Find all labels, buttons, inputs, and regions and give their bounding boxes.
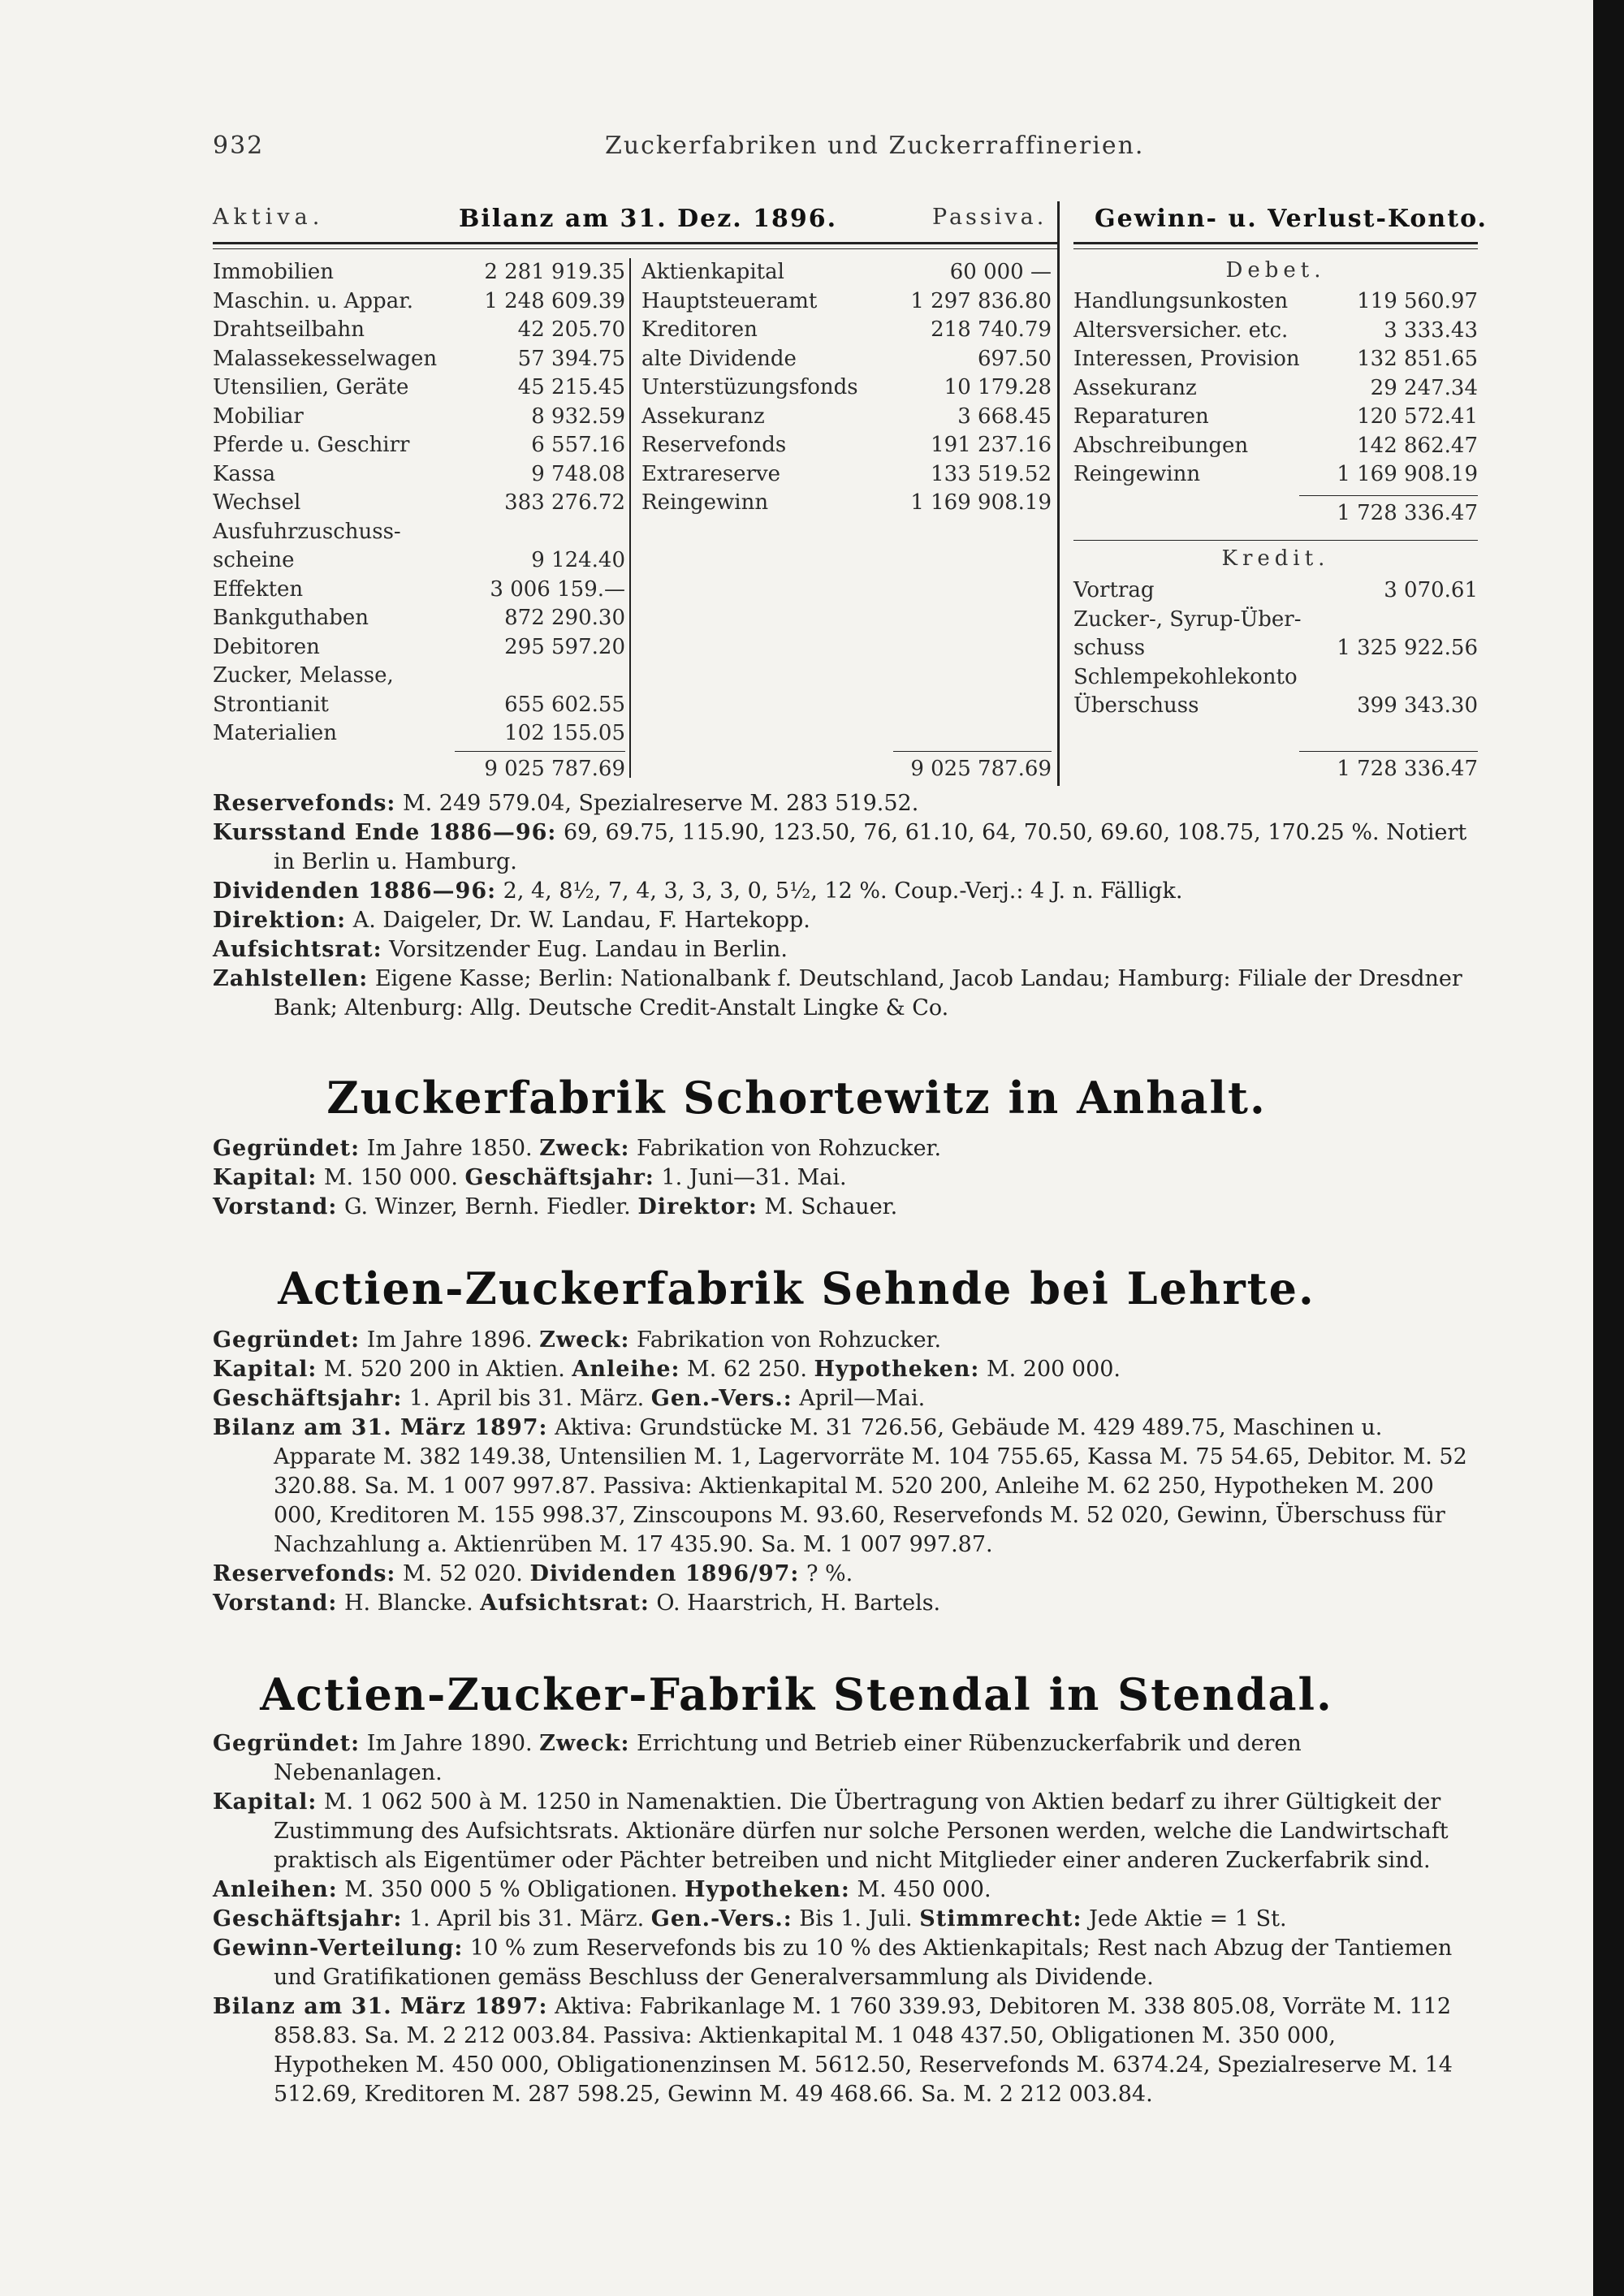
aktiva-row-label: Maschin. u. Appar. — [213, 288, 414, 313]
note-line-label: Direktion: — [213, 908, 347, 933]
entry-line: Reservefonds: M. 52 020. Dividenden 1896/97: ? %. — [213, 1561, 853, 1586]
aktiva-row-value: 295 597.20 — [504, 634, 625, 659]
passiva-row-label: alte Dividende — [641, 346, 797, 371]
aktiva-row-label: Mobiliar — [213, 404, 304, 429]
entry-line: Gewinn-Verteilung: 10 % zum Reservefonds bis zu 10 % des Aktienkapitals; Rest nach Abzug der Tantiemen und Gratifikationen gemäss Beschluss der Generalversammlung als Dividende. — [213, 1936, 1453, 1990]
running-title: Zuckerfabriken und Zuckerraffinerien. — [605, 132, 1145, 160]
note-line-label: Reservefonds: — [213, 791, 396, 816]
aktiva-row-label: scheine — [213, 548, 295, 572]
debet-row-value: 29 247.34 — [1370, 375, 1478, 400]
section-title-sehnde: Actien-Zuckerfabrik Sehnde bei Lehrte. — [278, 1262, 1315, 1314]
passiva-row-label: Reservefonds — [641, 433, 787, 457]
aktiva-row-label: Utensilien, Geräte — [213, 375, 409, 399]
entry-line: Vorstand: G. Winzer, Bernh. Fiedler. Direktor: M. Schauer. — [213, 1194, 898, 1219]
aktiva-row-label: Immobilien — [213, 260, 334, 284]
aktiva-row-value: 383 276.72 — [504, 490, 625, 515]
debet-row-label: Interessen, Provision — [1073, 347, 1300, 371]
passiva-row-value: 1 169 908.19 — [910, 490, 1052, 515]
passiva-row-value: 60 000 — — [949, 260, 1052, 284]
aktiva-row-label: Effekten — [213, 576, 304, 602]
passiva-row-label: Extrareserve — [641, 461, 781, 486]
note-line — [213, 906, 1475, 935]
note-line-label: Aufsichtsrat: — [213, 937, 382, 962]
balance-title: Bilanz am 31. Dez. 1896. — [459, 205, 838, 233]
entry-line: Vorstand: H. Blancke. Aufsichtsrat: O. Haarstrich, H. Bartels. — [213, 1590, 941, 1616]
aktiva-total: 9 025 787.69 — [484, 757, 625, 781]
passiva-sum-rule — [893, 751, 1052, 752]
aktiva-row-value: 655 602.55 — [504, 692, 625, 717]
passiva-row-label: Unterstüzungsfonds — [641, 375, 858, 399]
aktiva-passiva-divider — [629, 258, 631, 778]
aktiva-row-value: 8 932.59 — [531, 404, 625, 429]
passiva-row-value: 133 519.52 — [931, 461, 1052, 486]
debet-row-value: 119 560.97 — [1357, 289, 1478, 313]
passiva-row-value: 697.50 — [978, 346, 1052, 371]
entry-line: Anleihen: M. 350 000 5 % Obligationen. Hypotheken: M. 450 000. — [213, 1877, 991, 1902]
kredit-label: Kredit. — [1221, 546, 1330, 571]
page-number: 932 — [213, 132, 265, 160]
aktiva-row-label: Bankguthaben — [213, 606, 369, 630]
aktiva-sum-rule — [455, 751, 625, 752]
section-body-sehnde — [213, 1326, 1475, 1618]
debet-row-label: Handlungsunkosten — [1073, 289, 1289, 313]
aktiva-row-value: 3 006 159.— — [490, 576, 625, 602]
section-body-schortewitz — [213, 1134, 1475, 1222]
aktiva-row-value: 1 248 609.39 — [484, 288, 625, 313]
aktiva-row-label: Kassa — [213, 461, 276, 486]
note-line — [213, 877, 1475, 906]
note-line — [213, 789, 1475, 818]
passiva-row-label: Hauptsteueramt — [641, 288, 818, 313]
kredit-sum-rule — [1299, 751, 1478, 752]
note-line-label: Zahlstellen: — [213, 966, 369, 991]
section-body-stendal — [213, 1729, 1475, 2109]
note-line-text: 2, 4, 8½, 7, 4, 3, 3, 3, 0, 5½, 12 %. Coup.-Verj.: 4 J. n. Fälligk. — [496, 878, 1183, 904]
kredit-row-value: 399 343.30 — [1357, 693, 1478, 718]
debet-row-value: 120 572.41 — [1357, 404, 1478, 429]
balance-top-rule — [213, 242, 1057, 244]
kredit-row-label: Überschuss — [1073, 693, 1199, 718]
passiva-row-value: 10 179.28 — [944, 375, 1052, 399]
entry-line: Kapital: M. 1 062 500 à M. 1250 in Namenaktien. Die Übertragung von Aktien bedarf zu ihrer Gültigkeit der Zustimmung des Aufsichtsrats. Aktionäre dürfen nur solche Personen werden, welche die Landwirtschaft praktisch als Eigentümer oder Pächter betreiben und nicht Mitglieder einer anderen Zuckerfabrik sind. — [213, 1789, 1449, 1873]
passiva-row-value: 3 668.45 — [957, 404, 1052, 429]
kredit-row-label: Schlempekohlekonto — [1073, 664, 1298, 689]
note-line-label: Kursstand Ende 1886—96: — [213, 820, 557, 845]
debet-sum-rule — [1299, 495, 1478, 496]
aktiva-row-label: Strontianit — [213, 692, 329, 717]
gv-top-rule — [1073, 242, 1478, 244]
note-line-text: M. 249 579.04, Spezialreserve M. 283 519.52. — [395, 791, 919, 816]
aktiva-row-value: 6 557.16 — [531, 433, 625, 457]
gv-top-rule-thin — [1073, 248, 1478, 249]
debet-label: Debet. — [1225, 258, 1326, 283]
note-line-text: A. Daigeler, Dr. W. Landau, F. Hartekopp. — [346, 908, 810, 933]
aktiva-row-label: Pferde u. Geschirr — [213, 433, 410, 457]
debet-row-value: 3 333.43 — [1384, 317, 1478, 343]
aktiva-row-value: 9 124.40 — [531, 548, 625, 572]
entry-line: Gegründet: Im Jahre 1850. Zweck: Fabrikation von Rohzucker. — [213, 1136, 942, 1161]
debet-row-value: 1 169 908.19 — [1337, 462, 1478, 486]
debet-kredit-rule — [1073, 540, 1478, 541]
passiva-row-value: 1 297 836.80 — [910, 288, 1052, 313]
balance-notes — [213, 789, 1475, 1023]
note-line-text: 69, 69.75, 115.90, 123.50, 76, 61.10, 64, 70.50, 69.60, 108.75, 170.25 %. Notiert in Berlin u. Hamburg. — [274, 820, 1467, 874]
entry-line: Gegründet: Im Jahre 1896. Zweck: Fabrikation von Rohzucker. — [213, 1327, 942, 1353]
note-line-text: Vorsitzender Eug. Landau in Berlin. — [382, 937, 788, 962]
aktiva-row-label: Debitoren — [213, 634, 320, 659]
debet-row-label: Assekuranz — [1073, 375, 1197, 400]
debet-row-label: Reparaturen — [1073, 404, 1209, 429]
passiva-label: Passiva. — [932, 205, 1047, 230]
entry-line: Gegründet: Im Jahre 1890. Zweck: Errichtung und Betrieb einer Rübenzuckerfabrik und deren Nebenanlagen. — [213, 1731, 1302, 1785]
section-title-schortewitz: Zuckerfabrik Schortewitz in Anhalt. — [326, 1072, 1267, 1124]
entry-line: Bilanz am 31. März 1897: Aktiva: Grundstücke M. 31 726.56, Gebäude M. 429 489.75, Maschinen u. Apparate M. 382 149.38, Untensilien M. 1, Lagervorräte M. 104 755.65, Kassa M. 75 54.65, Debitor. M. 52 320.88. Sa. M. 1 007 997.87. Passiva: Aktienkapital M. 520 200, Anleihe M. 62 250, Hypotheken M. 200 000, Kreditoren M. 155 998.37, Zinscoupons M. 93.60, Reservefonds M. 52 020, Gewinn, Überschuss für Nachzahlung a. Aktienrüben M. 17 435.90. Sa. M. 1 007 997.87. — [213, 1415, 1467, 1557]
note-line — [213, 818, 1475, 877]
debet-row-value: 132 851.65 — [1357, 347, 1478, 371]
aktiva-row-label: Zucker, Melasse, — [213, 663, 394, 688]
aktiva-row-label: Wechsel — [213, 490, 301, 515]
debet-row-value: 142 862.47 — [1357, 433, 1478, 458]
note-line-text: Eigene Kasse; Berlin: Nationalbank f. Deutschland, Jacob Landau; Hamburg: Filiale der Dresdner Bank; Altenburg: Allg. Deutsche Credit-Anstalt Lingke & Co. — [274, 966, 1462, 1021]
gv-title: Gewinn- u. Verlust-Konto. — [1095, 205, 1488, 233]
kredit-row-label: Zucker-, Syrup-Über- — [1073, 606, 1302, 632]
section-title-stendal: Actien-Zucker-Fabrik Stendal in Stendal. — [260, 1668, 1333, 1720]
debet-row-label: Altersversicher. etc. — [1073, 317, 1289, 343]
aktiva-row-label: Ausfuhrzuschuss- — [213, 519, 401, 544]
aktiva-label: Aktiva. — [213, 205, 325, 230]
note-line — [213, 965, 1475, 1023]
aktiva-row-label: Drahtseilbahn — [213, 317, 365, 342]
kredit-row-value: 3 070.61 — [1384, 578, 1478, 602]
aktiva-row-value: 102 155.05 — [504, 721, 625, 745]
passiva-row-label: Assekuranz — [641, 404, 765, 429]
aktiva-row-label: Malassekesselwagen — [213, 346, 438, 371]
entry-line: Kapital: M. 520 200 in Aktien. Anleihe: M. 62 250. Hypotheken: M. 200 000. — [213, 1357, 1121, 1382]
passiva-row-label: Aktienkapital — [641, 260, 784, 284]
debet-total: 1 728 336.47 — [1337, 501, 1478, 525]
kredit-row-label: Vortrag — [1073, 578, 1155, 602]
aktiva-row-value: 45 215.45 — [517, 375, 625, 399]
aktiva-row-label: Materialien — [213, 721, 337, 745]
kredit-total: 1 728 336.47 — [1337, 757, 1478, 781]
aktiva-row-value: 2 281 919.35 — [484, 260, 625, 284]
passiva-total: 9 025 787.69 — [910, 757, 1052, 781]
aktiva-row-value: 57 394.75 — [517, 346, 625, 371]
entry-line: Geschäftsjahr: 1. April bis 31. März. Gen.-Vers.: Bis 1. Juli. Stimmrecht: Jede Aktie = 1 St. — [213, 1906, 1287, 1931]
balance-top-rule-thin — [213, 248, 1057, 249]
kredit-row-value: 1 325 922.56 — [1337, 636, 1478, 660]
note-line-label: Dividenden 1886—96: — [213, 878, 497, 904]
kredit-row-label: schuss — [1073, 636, 1146, 660]
aktiva-row-value: 42 205.70 — [517, 317, 625, 342]
note-line — [213, 935, 1475, 965]
aktiva-row-value: 9 748.08 — [531, 461, 625, 486]
entry-line: Geschäftsjahr: 1. April bis 31. März. Gen.-Vers.: April—Mai. — [213, 1386, 926, 1411]
passiva-row-label: Kreditoren — [641, 317, 758, 342]
aktiva-row-value: 872 290.30 — [504, 606, 625, 630]
entry-line: Bilanz am 31. März 1897: Aktiva: Fabrikanlage M. 1 760 339.93, Debitoren M. 338 805.08, Vorräte M. 112 858.83. Sa. M. 2 212 003.84. Passiva: Aktienkapital M. 1 048 437.50, Obligationen M. 350 000, Hypotheken M. 450 000, Obligationenzinsen M. 5612.50, Reservefonds M. 6374.24, Spezialreserve M. 14 512.69, Kreditoren M. 287 598.25, Gewinn M. 49 468.66. Sa. M. 2 212 003.84. — [213, 1994, 1453, 2107]
scan-edge — [1593, 0, 1624, 2296]
passiva-row-value: 218 740.79 — [931, 317, 1052, 342]
entry-line: Kapital: M. 150 000. Geschäftsjahr: 1. Juni—31. Mai. — [213, 1165, 847, 1190]
debet-row-label: Reingewinn — [1073, 462, 1201, 486]
debet-row-label: Abschreibungen — [1073, 433, 1249, 458]
gv-divider — [1057, 201, 1060, 786]
passiva-row-label: Reingewinn — [641, 490, 769, 515]
passiva-row-value: 191 237.16 — [931, 433, 1052, 457]
